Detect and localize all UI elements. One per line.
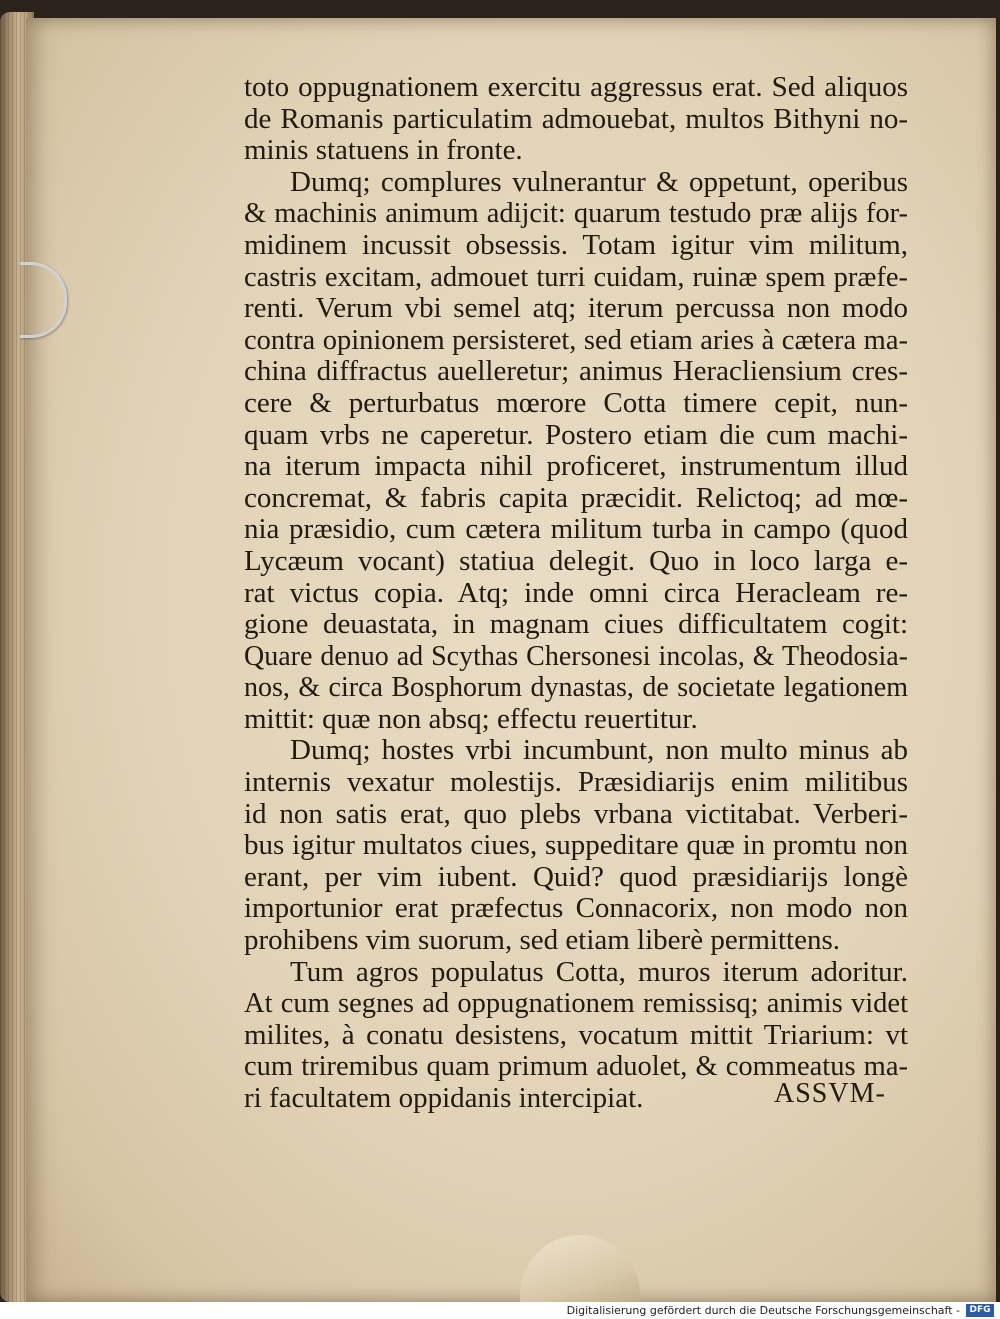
text-line: erant, per vim iubent. Quid? quod præsidiarijs longè xyxy=(244,860,908,893)
text-line: quam vrbs ne caperetur. Postero etiam die cum machi- xyxy=(244,418,908,451)
dfg-logo-icon: DFG xyxy=(966,1304,994,1317)
text-line: midinem incussit obsessis. Totam igitur vim militum, xyxy=(244,228,908,261)
text-line: mittit: quæ non absq; effectu reuertitur. xyxy=(244,702,698,735)
text-line: ri facultatem oppidanis intercipiat. xyxy=(244,1082,644,1114)
text-line: Dumq; hostes vrbi incumbunt, non multo minus ab xyxy=(290,734,908,767)
text-line: prohibens vim suorum, sed etiam liberè permittens. xyxy=(244,924,840,957)
text-line: nia præsidio, cum cætera militum turba in campo (quod xyxy=(244,513,908,546)
text-line: Quare denuo ad Scythas Chersonesi incolas, & Theodosia- xyxy=(244,640,908,672)
body-text xyxy=(244,72,908,1115)
text-line: At cum segnes ad oppugnationem remissisq; animis videt xyxy=(244,988,908,1020)
catchword: ASSVM- xyxy=(774,1078,886,1109)
text-line: china diffractus auelleretur; animus Heracliensium cres- xyxy=(244,355,908,388)
text-line: de Romanis particulatim admouebat, multos Bithyni no- xyxy=(244,102,908,135)
text-line: Lycæum vocant) statiua delegit. Quo in loco larga e- xyxy=(244,544,908,577)
text-line: na iterum impacta nihil proficeret, instrumentum illud xyxy=(244,450,908,483)
text-line: nos, & circa Bosphorum dynastas, de societate legationem xyxy=(244,672,908,704)
text-line: milites, à conatu desistens, vocatum mittit Triarium: vt xyxy=(244,1018,908,1051)
text-line: contra opinionem persisteret, sed etiam aries à cætera ma- xyxy=(244,324,908,356)
text-line: & machinis animum adijcit: quarum testudo præ alijs for- xyxy=(244,198,908,230)
text-line: gione deuastata, in magnam ciues difficultatem cogit: xyxy=(244,608,908,641)
text-line: toto oppugnationem exercitu aggressus erat. Sed aliquos xyxy=(244,71,908,103)
text-line: cere & perturbatus mœrore Cotta timere cepit, nun- xyxy=(244,386,908,419)
text-line: id non satis erat, quo plebs vrbana victitabat. Verberi- xyxy=(244,797,908,830)
text-line: concremat, & fabris capita præcidit. Relictoq; ad mœ- xyxy=(244,481,908,514)
text-line: minis statuens in fronte. xyxy=(244,134,523,167)
text-line: cum triremibus quam primum aduolet, & commeatus ma- xyxy=(244,1051,908,1083)
text-line: renti. Verum vbi semel atq; iterum percussa non modo xyxy=(244,292,908,325)
text-line: Dumq; complures vulnerantur & oppetunt, operibus xyxy=(290,165,908,198)
text-line: Tum agros populatus Cotta, muros iterum adoritur. xyxy=(290,955,908,988)
text-line: rat victus copia. Atq; inde omni circa Heracleam re- xyxy=(244,576,908,609)
funding-note: Digitalisierung gefördert durch die Deutsche Forschungsgemeinschaft - xyxy=(566,1304,960,1317)
text-line: internis vexatur molestijs. Præsidiarijs enim militibus xyxy=(244,766,908,799)
text-line: bus igitur multatos ciues, suppeditare quæ in promtu non xyxy=(244,829,908,862)
text-line: importunior erat præfectus Connacorix, non modo non xyxy=(244,892,908,925)
footer-bar xyxy=(0,1302,1000,1319)
text-line: castris excitam, admouet turri cuidam, ruinæ spem præfe- xyxy=(244,261,908,293)
